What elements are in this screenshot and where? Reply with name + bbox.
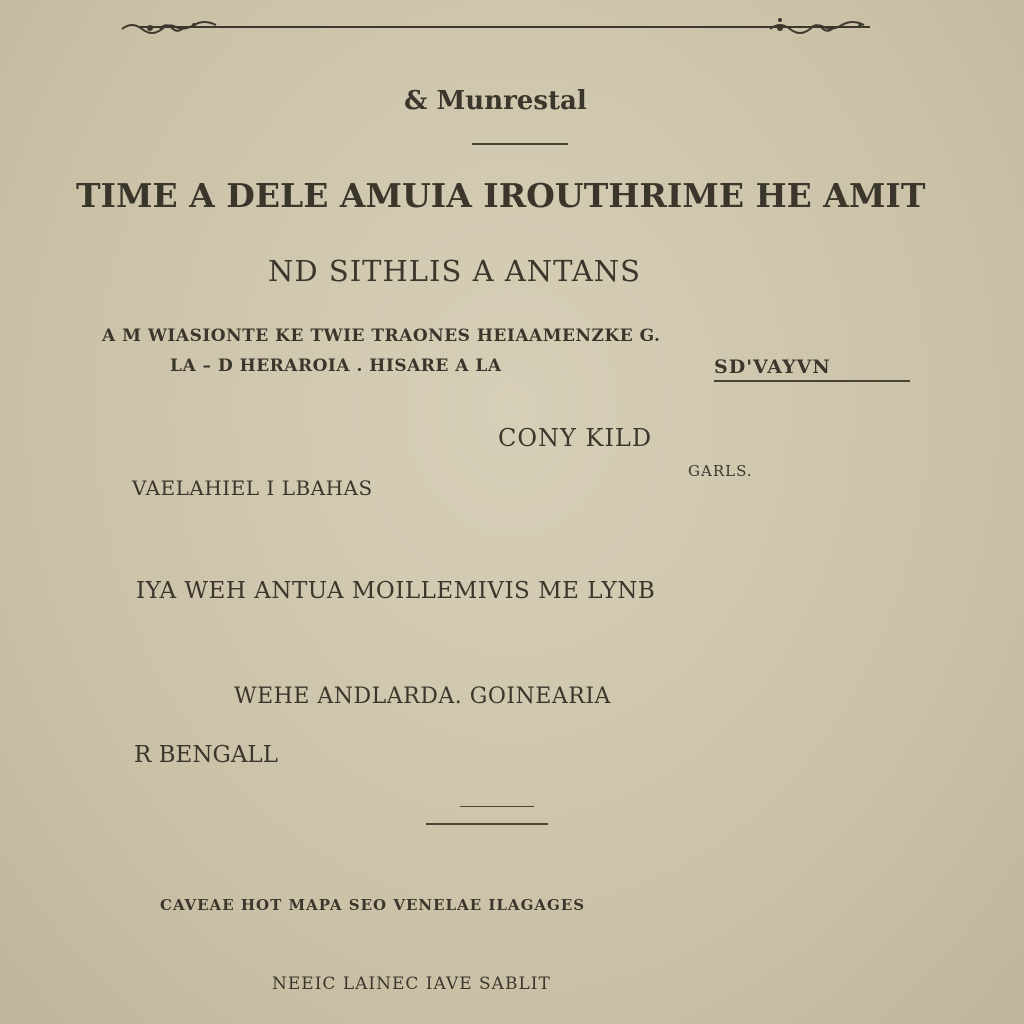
- imprint-line-2: NEEIC LAINEC IAVE SABLIT: [272, 974, 551, 994]
- subtitle-line-1: A M WIASIONTE KE TWIE TRAONES HEIAAMENZKE G.: [102, 326, 661, 346]
- section-sub-right: GARLS.: [688, 462, 753, 480]
- title-line-1: TIME A DELE AMUIA IROUTHRIME HE AMIT: [76, 176, 926, 215]
- section-label: CONY KILD: [498, 424, 653, 452]
- subtitle-line-2a: LA – D HERAROIA . HISARE A LA: [170, 356, 502, 376]
- section-line: VAELAHIEL I LBAHAS: [132, 476, 373, 500]
- body-line-3: R BENGALL: [134, 742, 278, 768]
- subtitle-line-2b: SD'VAYVN: [714, 356, 910, 382]
- lower-rule: [426, 823, 548, 825]
- kicker-rule: [472, 143, 568, 145]
- body-line-2: WEHE ANDLARDA. GOINEARIA: [234, 684, 611, 709]
- header-ornament-icon: [120, 14, 890, 44]
- body-line-1: IYA WEH ANTUA MOILLEMIVIS ME LYNB: [136, 578, 656, 604]
- lower-rule-short: [460, 806, 534, 807]
- title-line-2: ND SITHLIS A ANTANS: [268, 254, 642, 288]
- kicker-text: & Munrestal: [404, 86, 587, 116]
- imprint-line-1: CAVEAE HOT MAPA SEO VENELAE ILAGAGES: [160, 896, 586, 914]
